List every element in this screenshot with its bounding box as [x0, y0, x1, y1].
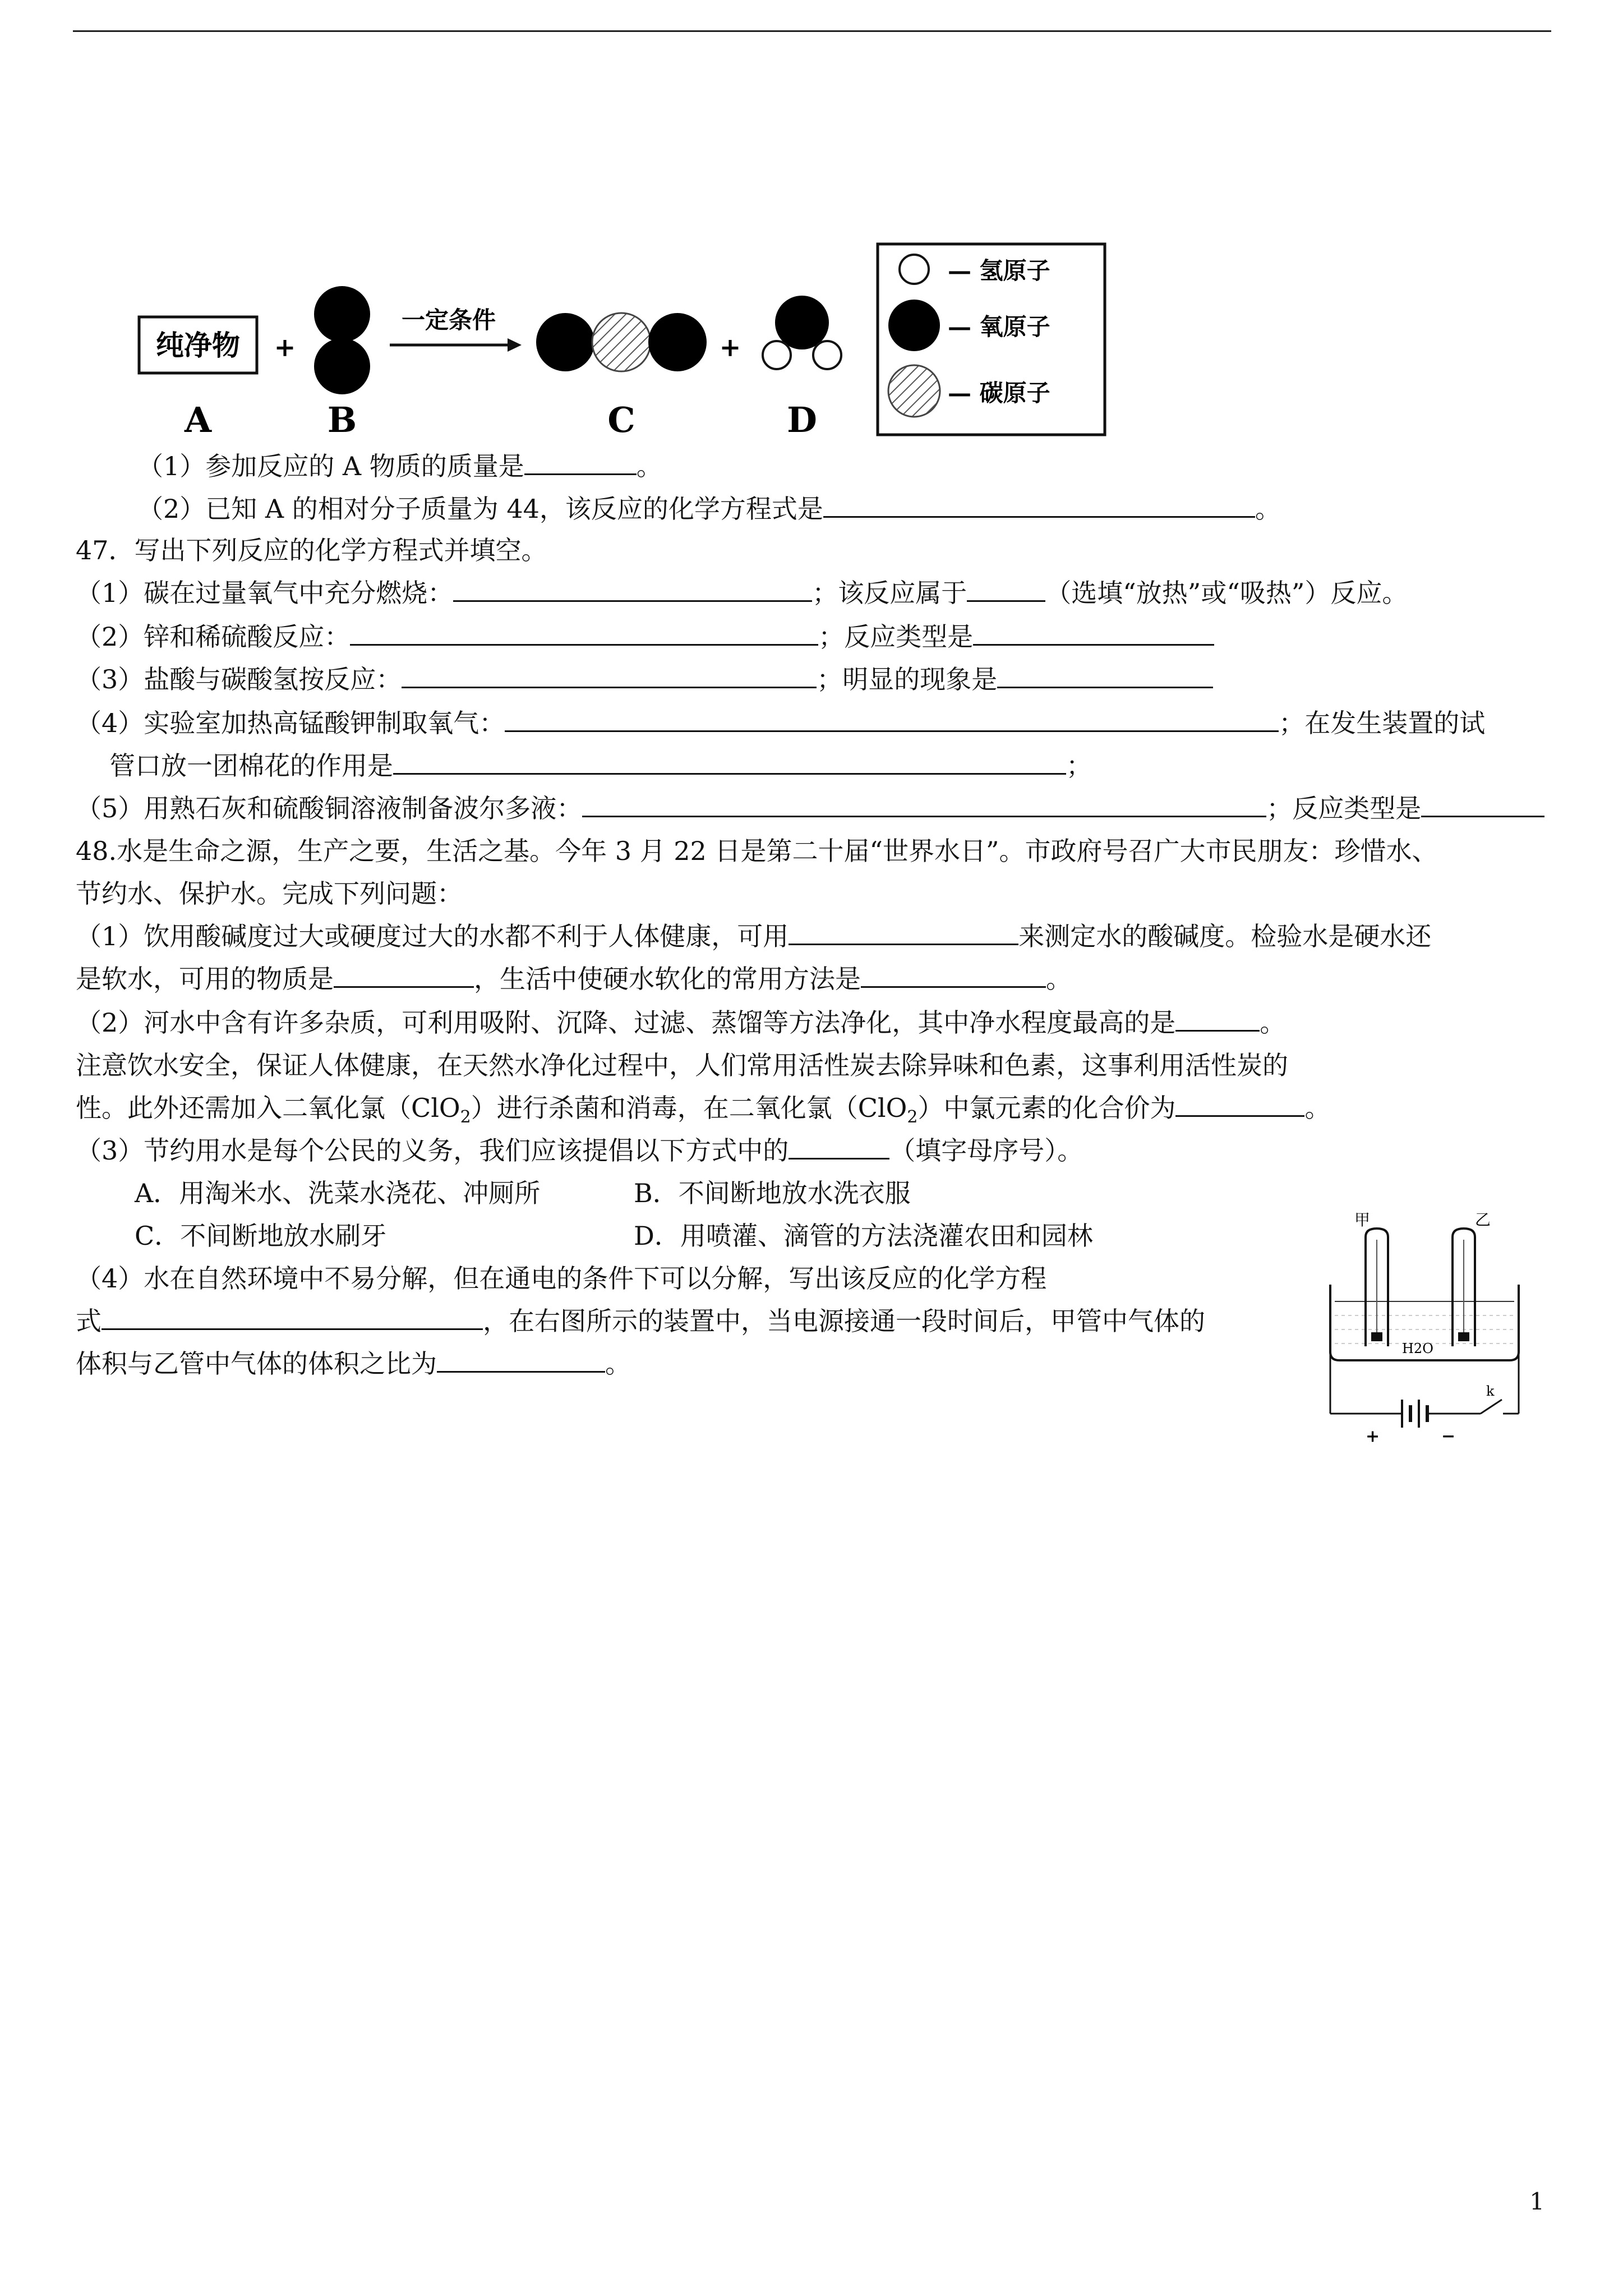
q47-line5: （5）用熟石灰和硫酸铜溶液制备波尔多液： ；反应类型是 [76, 790, 1544, 827]
q48-intro-1: 48.水是生命之源，生产之要，生活之基。今年 3 月 22 日是第二十届“世界水日”。市政府号召广大市民朋友：珍惜水、 [76, 836, 1438, 866]
box-label: 纯净物 [156, 329, 240, 362]
legend-oxygen: — 氧原子 [948, 313, 1050, 341]
option-C[interactable]: C．不间断地放水刷牙 [135, 1221, 387, 1251]
q47-line4-cont: 管口放一团棉花的作用是 ； [109, 747, 1092, 784]
q48-part1-line2: 是软水，可用的物质是 ，生活中使硬水软化的常用方法是 。 [76, 960, 1072, 997]
q48-part2-line3: 性。此外还需加入二氧化氯（ClO$_2$）进行杀菌和消毒，在二氧化氯（ClO$_2$）中氯元素的化合价为 。 [76, 1089, 1330, 1136]
q48-part1-line1: （1）饮用酸碱度过大或硬度过大的水都不利于人体健康，可用 来测定水的酸碱度。检验水是硬水还 [76, 918, 1431, 955]
q46-part2: （2）已知 A 的相对分子质量为 44，该反应的化学方程式是 。 [137, 490, 1281, 527]
hydrogen-atom-icon [763, 341, 791, 369]
q48-part4-line2: 式 ，在右图所示的装置中，当电源接通一段时间后，甲管中气体的 [76, 1303, 1205, 1340]
answer-blank[interactable] [582, 790, 1266, 817]
answer-blank[interactable] [453, 574, 812, 602]
answer-blank[interactable] [1421, 790, 1544, 817]
label-C: C [607, 399, 635, 440]
answer-blank[interactable] [1175, 1004, 1260, 1032]
answer-blank[interactable] [334, 960, 474, 988]
plus-sign-1: + [274, 332, 296, 362]
plus-sign-2: + [719, 332, 741, 362]
tube-label-jia: 甲 [1354, 1211, 1371, 1229]
reaction-diagram [135, 238, 1110, 446]
hydrogen-atom-icon [813, 341, 841, 369]
oxygen-atom-icon [314, 338, 370, 394]
answer-blank[interactable] [437, 1345, 605, 1373]
oxygen-atom-icon [536, 313, 594, 371]
q48-part2-line1: （2）河水中含有许多杂质，可利用吸附、沉降、过滤、蒸馏等方法净化，其中净水程度最高的是 。 [76, 1004, 1285, 1041]
oxygen-atom-icon [648, 313, 707, 371]
arrow-label: 一定条件 [401, 306, 496, 334]
option-A[interactable]: A．用淘米水、洗菜水浇花、冲厕所 [135, 1178, 541, 1208]
carbon-atom-icon [592, 313, 651, 371]
legend-hydrogen: — 氢原子 [948, 257, 1050, 284]
answer-blank[interactable] [102, 1303, 483, 1330]
legend-carbon: — 碳原子 [948, 379, 1050, 407]
switch-icon [1481, 1400, 1502, 1414]
answer-blank[interactable] [823, 490, 1255, 518]
oxygen-legend-icon [888, 300, 940, 351]
answer-blank[interactable] [350, 618, 818, 646]
label-B: B [327, 399, 357, 440]
q48-part4-line1: （4）水在自然环境中不易分解，但在通电的条件下可以分解，写出该反应的化学方程 [76, 1263, 1047, 1294]
q47-line4: （4）实验室加热高锰酸钾制取氧气： ；在发生装置的试 [76, 705, 1485, 742]
page-number: 1 [1529, 2188, 1544, 2215]
carbon-legend-icon [888, 365, 940, 417]
tube-label-yi: 乙 [1475, 1211, 1491, 1229]
label-A: A [184, 399, 212, 440]
switch-label: k [1486, 1383, 1495, 1399]
hydrogen-legend-icon [900, 255, 929, 284]
answer-blank[interactable] [789, 1132, 889, 1159]
answer-blank[interactable] [505, 705, 1279, 732]
positive-sign: + [1366, 1427, 1380, 1446]
arrow-head-icon [508, 338, 522, 352]
negative-sign: − [1441, 1427, 1456, 1446]
answer-blank[interactable] [393, 747, 1066, 775]
electrolysis-apparatus [1324, 1206, 1525, 1447]
q48-part2-line2: 注意饮水安全，保证人体健康，在天然水净化过程中，人们常用活性炭去除异味和色素，这事利用活性炭的 [76, 1050, 1288, 1080]
option-B[interactable]: B．不间断地放水洗衣服 [634, 1178, 911, 1208]
answer-blank[interactable] [1175, 1089, 1304, 1117]
answer-blank[interactable] [997, 661, 1213, 688]
header-rule [73, 30, 1551, 32]
electrode-left [1371, 1332, 1382, 1341]
answer-blank[interactable] [967, 574, 1045, 602]
answer-blank[interactable] [402, 661, 817, 688]
q47-line3: （3）盐酸与碳酸氢按反应： ；明显的现象是 [76, 661, 1213, 698]
electrode-right [1458, 1332, 1469, 1341]
answer-blank[interactable] [973, 618, 1214, 646]
answer-blank[interactable] [861, 960, 1046, 988]
q48-part3: （3）节约用水是每个公民的义务，我们应该提倡以下方式中的 （填字母序号）。 [76, 1132, 1083, 1169]
answer-blank[interactable] [789, 918, 1018, 945]
answer-blank[interactable] [524, 448, 637, 475]
q47-line1: （1）碳在过量氧气中充分燃烧： ；该反应属于 （选填“放热”或“吸热”）反应。 [76, 574, 1408, 611]
label-D: D [787, 399, 817, 440]
q47-line2: （2）锌和稀硫酸反应： ；反应类型是 [76, 618, 1214, 655]
q48-part4-line3: 体积与乙管中气体的体积之比为 。 [76, 1345, 631, 1382]
oxygen-atom-icon [314, 286, 370, 342]
option-D[interactable]: D．用喷灌、滴管的方法浇灌农田和园林 [634, 1221, 1093, 1251]
q47-title: 47．写出下列反应的化学方程式并填空。 [76, 535, 547, 565]
q46-part1: （1）参加反应的 A 物质的质量是 。 [137, 448, 662, 485]
q48-intro-2: 节约水、保护水。完成下列问题： [76, 878, 463, 909]
water-label: H2O [1402, 1341, 1433, 1356]
